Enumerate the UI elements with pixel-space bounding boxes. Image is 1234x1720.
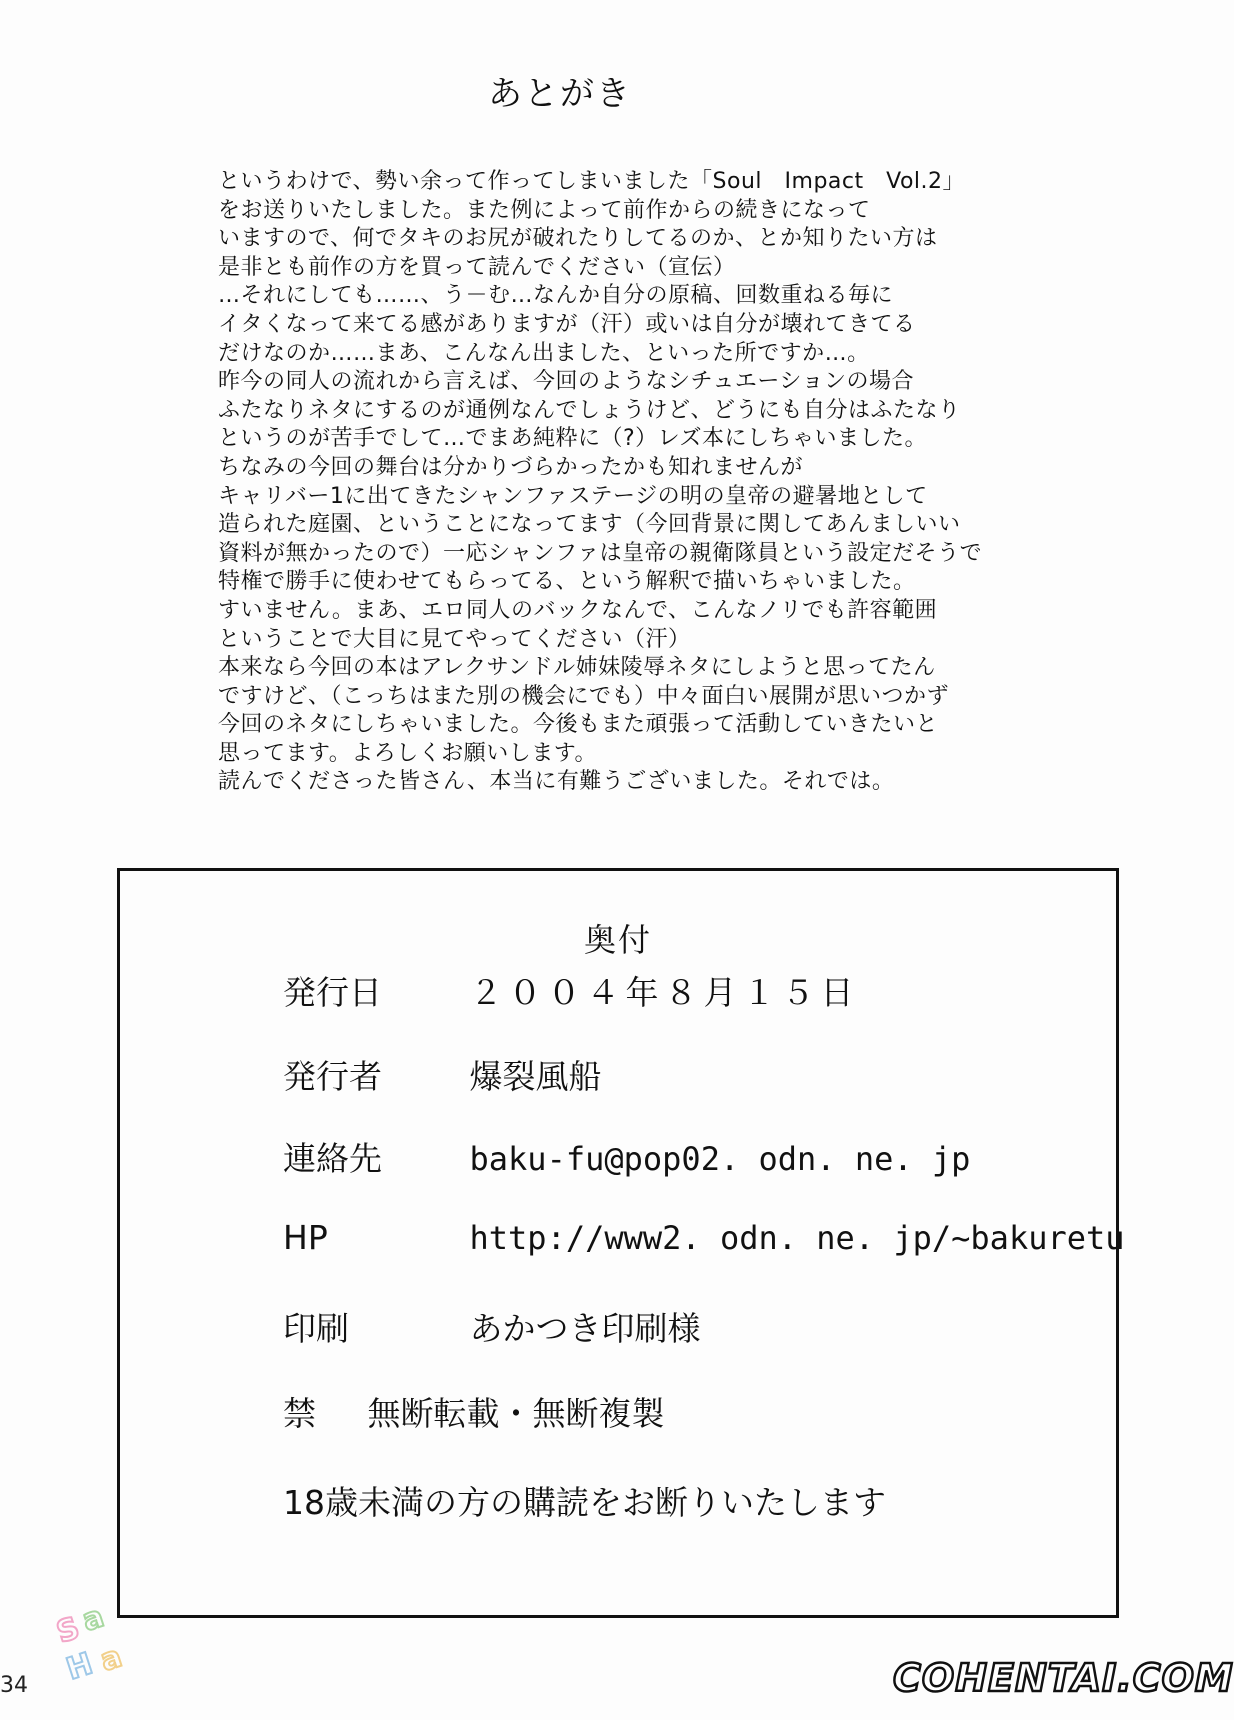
afterword-title: あとがき bbox=[488, 74, 632, 114]
afterword-line: ちなみの今回の舞台は分かりづらかったかも知れませんが bbox=[218, 454, 804, 480]
colophon-title: 奥付 bbox=[583, 921, 652, 959]
afterword-line: をお送りいたしました。また例によって前作からの続きになって bbox=[218, 197, 871, 223]
colophon-row-homepage bbox=[283, 1218, 1125, 1257]
afterword-body bbox=[218, 168, 1098, 797]
afterword-line: 今回のネタにしちゃいました。今後もまた頑張って活動していきたいと bbox=[218, 712, 939, 738]
afterword-line: 本来なら今回の本はアレクサンドル姉妹陵辱ネタにしようと思ってたん bbox=[218, 655, 936, 681]
svg-text:H: H bbox=[62, 1646, 97, 1688]
afterword-line: 特権で勝手に使わせてもらってる、という解釈で描いちゃいました。 bbox=[218, 569, 916, 595]
colophon-box bbox=[117, 868, 1125, 1618]
afterword-line: ふたなりネタにするのが通例なんでしょうけど、どうにも自分はふたなり bbox=[218, 397, 961, 423]
colophon-row-contact bbox=[283, 1133, 970, 1180]
prohibited-label: 禁 bbox=[283, 1394, 316, 1433]
colophon-row-printer bbox=[283, 1303, 701, 1350]
sahha-watermark-logo bbox=[52, 1598, 166, 1698]
watermark-text: COHENTAI.COM bbox=[893, 1656, 1234, 1700]
colophon-row-issue-date bbox=[283, 967, 860, 1014]
afterword-line: だけなのか……まあ、こんなん出ました、といった所ですか…。 bbox=[218, 340, 870, 366]
cohentai-watermark-logo bbox=[893, 1656, 1234, 1706]
afterword-line: ということで大目に見てやってください（汗） bbox=[218, 626, 691, 652]
afterword-line: すいません。まあ、エロ同人のバックなんで、こんなノリでも許容範囲 bbox=[218, 597, 938, 623]
afterword-line: ですけど、（こっちはまた別の機会にでも）中々面白い展開が思いつかず bbox=[218, 683, 950, 709]
afterword-line: 昨今の同人の流れから言えば、今回のようなシチュエーションの場合 bbox=[218, 369, 914, 395]
colophon-row-prohibited bbox=[283, 1388, 665, 1435]
afterword-line: 是非とも前作の方を買って読んでください（宣伝） bbox=[218, 254, 736, 280]
printer-value: あかつき印刷様 bbox=[469, 1309, 701, 1348]
prohibited-value: 無断転載・無断複製 bbox=[367, 1394, 665, 1433]
afterword-line: 思ってます。よろしくお願いします。 bbox=[218, 740, 597, 766]
homepage-label: HP bbox=[283, 1218, 328, 1257]
issue-date-value: ２００４年８月１５日 bbox=[469, 973, 860, 1012]
afterword-line: 造られた庭園、ということになってます（今回背景に関してあんましいい bbox=[218, 512, 961, 538]
contact-label: 連絡先 bbox=[283, 1139, 382, 1178]
afterword-line: というのが苦手でして…でまあ純粋に（?）レズ本にしちゃいました。 bbox=[218, 426, 928, 452]
afterword-line: 資料が無かったので）一応シャンファは皇帝の親衛隊員という設定だそうで bbox=[218, 540, 983, 566]
svg-text:a: a bbox=[96, 1639, 127, 1679]
svg-text:a: a bbox=[78, 1599, 109, 1639]
contact-email: baku-fu@pop02. odn. ne. jp bbox=[469, 1140, 971, 1178]
page-number: 34 bbox=[0, 1673, 28, 1698]
publisher-label: 発行者 bbox=[283, 1057, 382, 1096]
age-restriction-notice: 18歳未満の方の購読をお断りいたします bbox=[283, 1483, 886, 1522]
afterword-line: イタくなって来てる感がありますが（汗）或いは自分が壊れてきてる bbox=[218, 311, 916, 337]
afterword-line: キャリバー1に出てきたシャンファステージの明の皇帝の避暑地として bbox=[218, 483, 928, 509]
colophon-row-publisher bbox=[283, 1051, 602, 1098]
afterword-line: …それにしても……、う－む…なんか自分の原稿、回数重ねる毎に bbox=[218, 283, 894, 309]
sahha-logo-graphic bbox=[52, 1598, 166, 1698]
afterword-line: 読んでくださった皆さん、本当に有難うございました。それでは。 bbox=[218, 769, 895, 795]
issue-date-label: 発行日 bbox=[283, 973, 382, 1012]
svg-text:S: S bbox=[52, 1610, 84, 1651]
publisher-value: 爆裂風船 bbox=[469, 1057, 602, 1096]
homepage-url: http://www2. odn. ne. jp/~bakuretu bbox=[469, 1219, 1125, 1257]
afterword-line: というわけで、勢い余って作ってしまいました「Soul Impact Vol.2」 bbox=[218, 169, 966, 194]
afterword-line: いますので、何でタキのお尻が破れたりしてるのか、とか知りたい方は bbox=[218, 226, 938, 252]
printer-label: 印刷 bbox=[283, 1309, 349, 1348]
